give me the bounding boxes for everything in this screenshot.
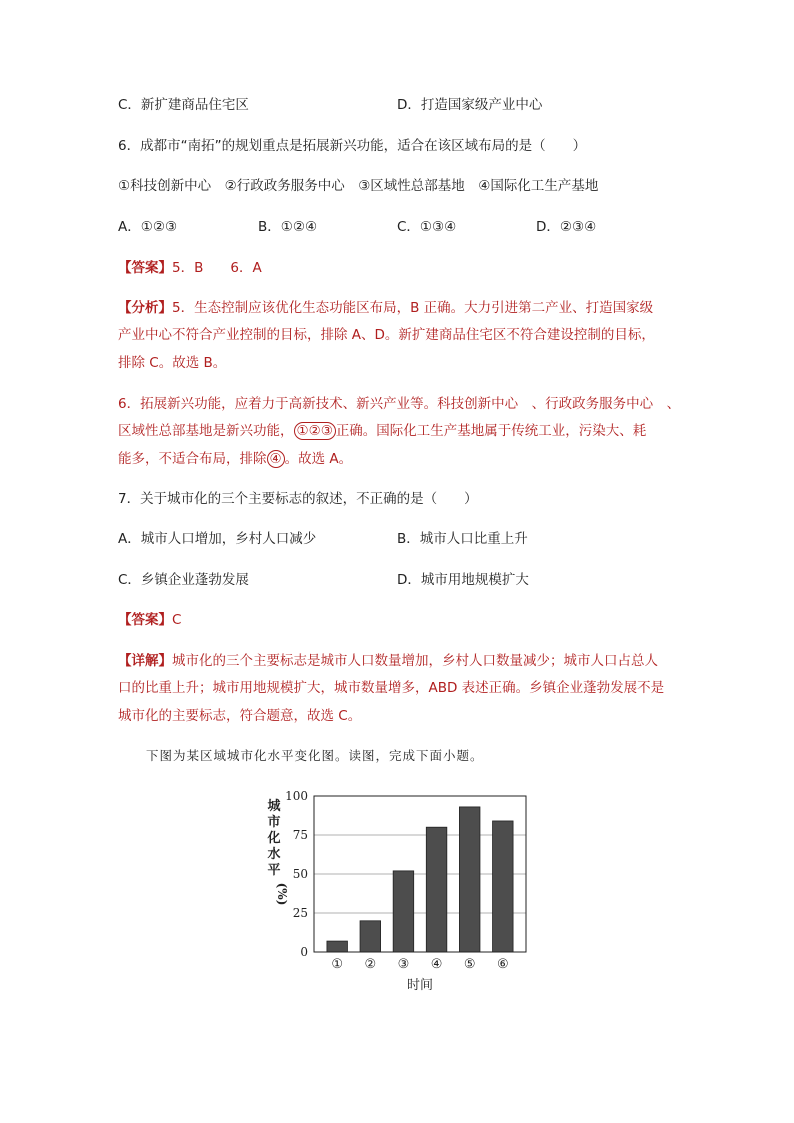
y-axis-label-char: 化 xyxy=(267,831,281,846)
bar xyxy=(360,921,381,952)
y-tick-label: 25 xyxy=(292,906,308,920)
answer-block-2 xyxy=(118,611,181,629)
analysis2-line-3 xyxy=(118,450,352,468)
q6-option-d: D．②③④ xyxy=(536,219,597,235)
bar xyxy=(426,827,447,952)
analysis2-line-1: 6．拓展新兴功能，应着力于高新技术、新兴产业等。科技创新中心 、行政政务服务中心 、 xyxy=(118,396,681,412)
x-tick-label: ② xyxy=(364,957,377,972)
chart-intro: 下图为某区域城市化水平变化图。读图，完成下面小题。 xyxy=(146,748,484,763)
bar xyxy=(327,941,348,952)
q5-option-d: D．打造国家级产业中心 xyxy=(397,97,543,113)
y-tick-label: 100 xyxy=(285,789,308,803)
y-axis-label-char: 城 xyxy=(267,799,281,814)
bar xyxy=(459,807,480,952)
urbanization-bar-chart xyxy=(262,786,542,996)
q5-option-c: C．新扩建商品住宅区 xyxy=(118,97,249,113)
x-tick-label: ① xyxy=(331,957,344,972)
y-tick-label: 0 xyxy=(300,945,308,959)
analysis2-line-3a: 能多，不适合布局，排除 xyxy=(118,451,267,467)
q6-items: ①科技创新中心 ②行政政务服务中心 ③区域性总部基地 ④国际化工生产基地 xyxy=(118,178,599,194)
detail-text-1: 城市化的三个主要标志是城市人口数量增加，乡村人口数量减少；城市人口占总人 xyxy=(172,653,658,669)
q7-option-b: B．城市人口比重上升 xyxy=(397,531,528,547)
y-tick-label: 75 xyxy=(292,828,308,842)
answer-tag: 【答案】 xyxy=(118,260,172,276)
y-axis-label-char: 水 xyxy=(267,847,281,862)
q7-option-d: D．城市用地规模扩大 xyxy=(397,572,529,588)
q6-option-c: C．①③④ xyxy=(397,219,457,235)
x-tick-label: ③ xyxy=(397,957,410,972)
analysis2-line-2 xyxy=(118,422,646,440)
analysis2-circled-4: ④ xyxy=(267,450,285,468)
analysis2-line-2a: 区域性总部基地是新兴功能， xyxy=(118,423,294,439)
q6-stem: 6．成都市“南拓”的规划重点是拓展新兴功能，适合在该区域布局的是（ ） xyxy=(118,138,587,154)
q7-option-a: A．城市人口增加，乡村人口减少 xyxy=(118,531,317,547)
detail-line-3: 城市化的主要标志，符合题意，故选 C。 xyxy=(118,708,362,724)
x-axis-label: 时间 xyxy=(406,978,434,993)
y-axis-label-char: 平 xyxy=(267,863,281,878)
y-tick-labels xyxy=(285,789,308,959)
q7-option-c: C．乡镇企业蓬勃发展 xyxy=(118,572,249,588)
answer2-text: C xyxy=(172,612,182,628)
answer-block-1 xyxy=(118,259,262,277)
x-tick-label: ⑥ xyxy=(496,957,509,972)
y-tick-label: 50 xyxy=(292,867,308,881)
x-tick-labels xyxy=(331,957,508,972)
answer2-tag: 【答案】 xyxy=(118,612,172,628)
analysis2-circled-123: ①②③ xyxy=(294,422,336,440)
analysis-tag: 【分析】 xyxy=(118,300,172,316)
analysis-text-1: 5．生态控制应该优化生态功能区布局，B 正确。大力引进第二产业、打造国家级 xyxy=(172,300,654,316)
q7-stem: 7．关于城市化的三个主要标志的叙述，不正确的是（ ） xyxy=(118,491,478,507)
y-axis-label xyxy=(266,799,289,905)
x-tick-label: ⑤ xyxy=(463,957,476,972)
detail-line-2: 口的比重上升；城市用地规模扩大，城市数量增多，ABD 表述正确。乡镇企业蓬勃发展不是 xyxy=(118,680,665,696)
y-axis-label-unit: (%) xyxy=(275,882,289,906)
analysis2-line-3c: 。故选 A。 xyxy=(284,451,353,467)
detail-tag: 【详解】 xyxy=(118,653,172,669)
analysis-line-1 xyxy=(118,299,653,317)
q6-option-b: B．①②④ xyxy=(258,219,318,235)
q6-option-a: A．①②③ xyxy=(118,219,178,235)
answer-text: 5．B 6．A xyxy=(172,260,262,276)
analysis2-line-2c: 正确。国际化工生产基地属于传统工业，污染大、耗 xyxy=(335,423,647,439)
detail-line-1 xyxy=(118,652,658,670)
bar xyxy=(393,871,414,952)
analysis-line-2: 产业中心不符合产业控制的目标，排除 A、D。新扩建商品住宅区不符合建设控制的目标， xyxy=(118,327,655,343)
analysis-line-3: 排除 C。故选 B。 xyxy=(118,355,227,371)
x-tick-label: ④ xyxy=(430,957,443,972)
bar xyxy=(493,821,514,952)
y-axis-label-char: 市 xyxy=(267,815,281,830)
chart-bars xyxy=(327,807,513,952)
